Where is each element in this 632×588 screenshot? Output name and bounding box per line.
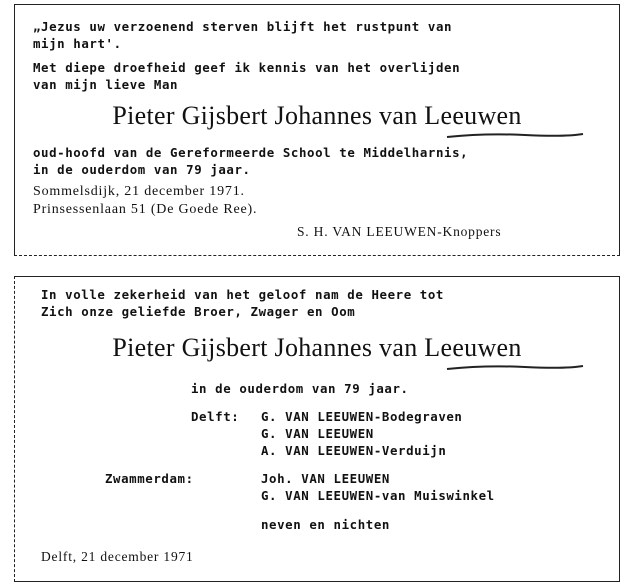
faith-line-1: In volle zekerheid van het geloof nam de Heere tot bbox=[41, 287, 444, 302]
place-zwammerdam: Zwammerdam: bbox=[105, 471, 194, 486]
signature: S. H. VAN LEEUWEN-Knoppers bbox=[297, 224, 502, 239]
address: Prinsessenlaan 51 (De Goede Ree). bbox=[33, 202, 258, 217]
deceased-name: Pieter Gijsbert Johannes van Leeuwen bbox=[112, 101, 522, 130]
zwammerdam-relative-1: Joh. VAN LEEUWEN bbox=[261, 471, 390, 486]
place-date: Sommelsdijk, 21 december 1971. bbox=[33, 184, 245, 199]
zwammerdam-relative-2: G. VAN LEEUWEN-van Muiswinkel bbox=[261, 488, 495, 503]
faith-line-2: Zich onze geliefde Broer, Zwager en Oom bbox=[41, 304, 356, 319]
footer-place-date: Delft, 21 december 1971 bbox=[41, 549, 194, 564]
bible-quote-line-1: „Jezus uw verzoenend sterven blijft het rustpunt van bbox=[33, 19, 453, 34]
delft-relative-1: G. VAN LEEUWEN-Bodegraven bbox=[261, 409, 463, 424]
relatives-line: neven en nichten bbox=[261, 517, 390, 532]
description-line-1: oud-hoofd van de Gereformeerde School te Middelharnis, bbox=[33, 145, 469, 160]
name-underline-stroke bbox=[445, 129, 585, 143]
bible-quote-line-2: mijn hart'. bbox=[33, 36, 122, 51]
delft-relative-2: G. VAN LEEUWEN bbox=[261, 426, 374, 441]
delft-relative-3: A. VAN LEEUWEN-Verduijn bbox=[261, 443, 447, 458]
name-underline-stroke bbox=[445, 361, 585, 375]
age-line: in de ouderdom van 79 jaar. bbox=[191, 381, 409, 396]
death-notice-wife bbox=[14, 4, 620, 256]
deceased-name: Pieter Gijsbert Johannes van Leeuwen bbox=[112, 333, 522, 362]
place-delft: Delft: bbox=[191, 409, 240, 424]
announcement-line-2: van mijn lieve Man bbox=[33, 77, 179, 92]
announcement-line-1: Met diepe droefheid geef ik kennis van het overlijden bbox=[33, 60, 461, 75]
description-line-2: in de ouderdom van 79 jaar. bbox=[33, 162, 251, 177]
death-notice-family bbox=[14, 276, 620, 582]
